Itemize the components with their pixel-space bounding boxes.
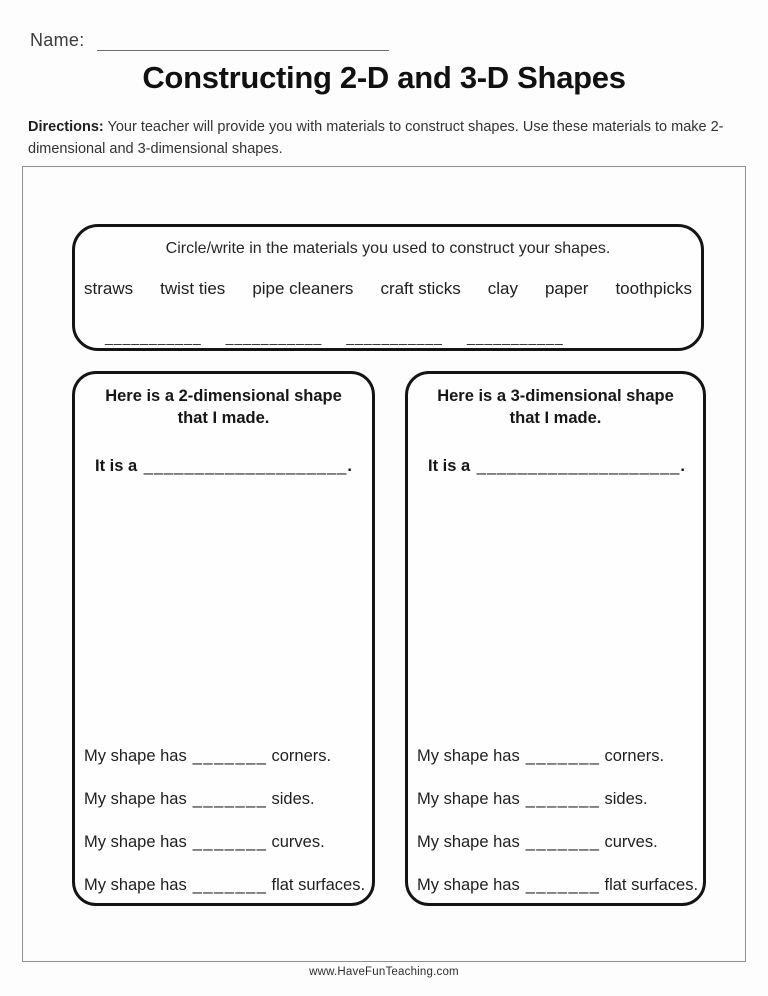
statement-suffix: corners. <box>271 747 332 765</box>
statement-suffix: corners. <box>604 747 665 765</box>
curves-blank[interactable]: _______ <box>525 833 601 851</box>
statement-prefix: My shape has <box>417 876 520 894</box>
material-option-paper[interactable]: paper <box>544 279 589 298</box>
statement-prefix: My shape has <box>417 790 520 808</box>
statement-suffix: flat surfaces. <box>604 876 699 894</box>
shape-box-3d <box>405 371 706 906</box>
directions-text: Your teacher will provide you with materials to construct shapes. Use these materials to make 2-dimensional and 3-dimensional shapes. <box>28 119 724 157</box>
statement-prefix: My shape has <box>417 833 520 851</box>
shape-name-blank[interactable]: ____________________ <box>143 456 348 475</box>
material-option-straws[interactable]: straws <box>84 279 134 298</box>
materials-list <box>75 279 701 299</box>
it-is-a-label: It is a <box>95 456 138 475</box>
shape-box-3d-statements <box>417 746 699 895</box>
material-option-clay[interactable]: clay <box>487 279 518 298</box>
statement-corners <box>84 746 368 766</box>
statement-suffix: sides. <box>604 790 648 808</box>
shape-box-2d-heading <box>75 386 372 430</box>
sides-blank[interactable]: _______ <box>525 790 601 808</box>
flat-surfaces-blank[interactable]: _______ <box>192 876 268 894</box>
name-blank-line[interactable] <box>97 33 389 51</box>
heading-line-2: that I made. <box>177 408 270 427</box>
write-in-blank-3[interactable]: ___________ <box>346 329 443 345</box>
shape-box-3d-heading <box>408 386 703 430</box>
statement-flat-surfaces <box>417 875 699 895</box>
statement-prefix: My shape has <box>84 876 187 894</box>
corners-blank[interactable]: _______ <box>525 747 601 765</box>
heading-line-2: that I made. <box>509 408 602 427</box>
statement-sides <box>84 789 368 809</box>
shape-box-2d <box>72 371 375 906</box>
material-option-pipe-cleaners[interactable]: pipe cleaners <box>252 279 354 298</box>
sides-blank[interactable]: _______ <box>192 790 268 808</box>
it-is-a-label: It is a <box>428 456 471 475</box>
footer-url: www.HaveFunTeaching.com <box>309 966 459 978</box>
name-row <box>30 30 389 51</box>
statement-prefix: My shape has <box>84 747 187 765</box>
material-option-craft-sticks[interactable]: craft sticks <box>380 279 461 298</box>
statement-suffix: curves. <box>271 833 325 851</box>
statement-prefix: My shape has <box>84 833 187 851</box>
statement-sides <box>417 789 699 809</box>
statement-suffix: sides. <box>271 790 315 808</box>
write-in-blank-2[interactable]: ___________ <box>225 329 323 345</box>
statement-prefix: My shape has <box>84 790 187 808</box>
it-is-a-row <box>428 457 703 476</box>
materials-box <box>72 224 704 351</box>
page-title: Constructing 2-D and 3-D Shapes <box>142 60 626 95</box>
materials-prompt: Circle/write in the materials you used to construct your shapes. <box>165 240 611 257</box>
flat-surfaces-blank[interactable]: _______ <box>525 876 601 894</box>
statement-flat-surfaces <box>84 875 368 895</box>
material-option-twist-ties[interactable]: twist ties <box>160 279 226 298</box>
statement-suffix: flat surfaces. <box>271 876 366 894</box>
worksheet-frame <box>22 166 746 962</box>
material-option-toothpicks[interactable]: toothpicks <box>615 279 692 298</box>
period: . <box>680 456 685 475</box>
corners-blank[interactable]: _______ <box>192 747 268 765</box>
directions <box>28 117 750 161</box>
shape-name-blank[interactable]: ____________________ <box>476 456 681 475</box>
statement-suffix: curves. <box>604 833 658 851</box>
statement-corners <box>417 746 699 766</box>
name-label: Name: <box>30 30 85 50</box>
directions-label: Directions: <box>28 119 104 135</box>
shape-box-2d-statements <box>84 746 368 895</box>
write-in-blank-1[interactable]: ___________ <box>105 329 202 345</box>
heading-line-1: Here is a 3-dimensional shape <box>437 387 674 405</box>
it-is-a-row <box>95 457 372 476</box>
write-in-blank-4[interactable]: ___________ <box>466 329 564 345</box>
period: . <box>347 456 352 475</box>
statement-curves <box>84 832 368 852</box>
statement-prefix: My shape has <box>417 747 520 765</box>
statement-curves <box>417 832 699 852</box>
materials-write-in-blanks <box>105 329 564 345</box>
curves-blank[interactable]: _______ <box>192 833 268 851</box>
heading-line-1: Here is a 2-dimensional shape <box>105 387 342 405</box>
